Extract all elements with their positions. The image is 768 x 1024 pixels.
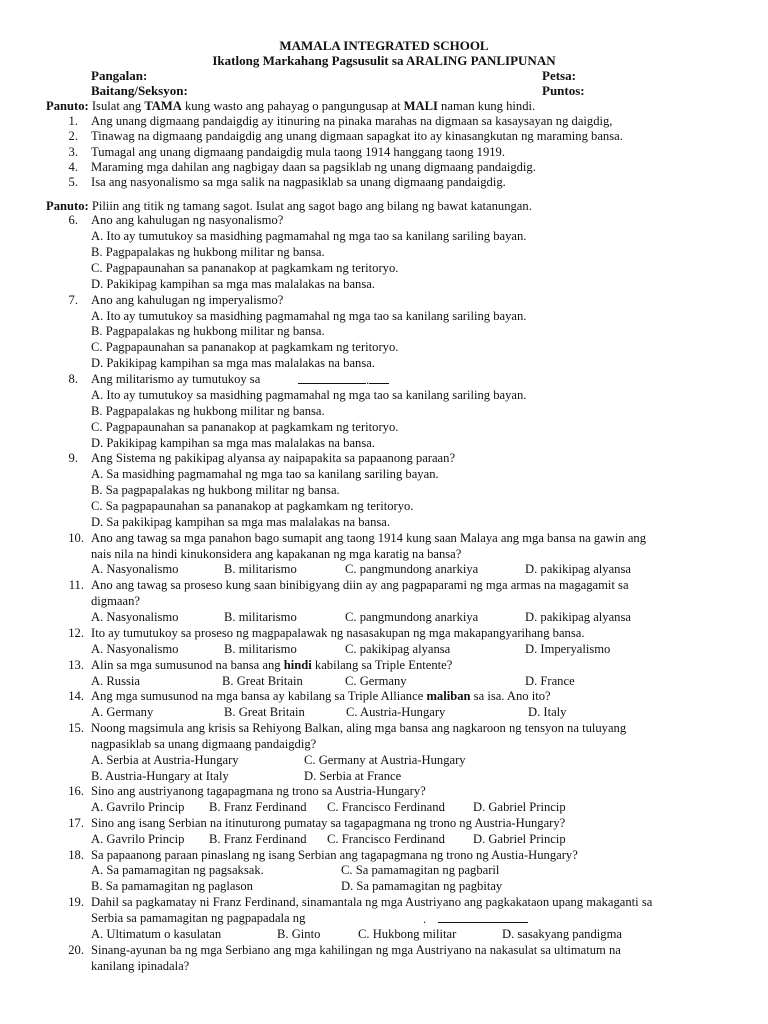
choice-text: B. Pagpapalakas ng hukbong militar ng bansa.	[91, 324, 325, 338]
directions-part2	[46, 198, 746, 214]
emphasis-word: hindi	[283, 658, 312, 672]
choice-text: D. Gabriel Princip	[473, 800, 566, 814]
choice-text: A. Sa pamamagitan ng pagsaksak.	[91, 863, 264, 877]
question-text: Ano ang tawag sa proseso kung saan binibigyang diin ay ang pagpaparami ng mga armas na magagamit sa	[91, 578, 629, 592]
choice-text: C. Sa pagpapaunahan sa pananakop at pagkamkam ng teritoryo.	[91, 499, 414, 513]
choice-text: D. pakikipag alyansa	[525, 610, 631, 624]
directions-label: Panuto:	[46, 99, 89, 113]
choice-text: A. Nasyonalismo	[91, 562, 179, 576]
question-number: 7.	[68, 293, 78, 307]
item-number: 3.	[68, 145, 78, 159]
choice-text: A. Ito ay tumutukoy sa masidhing pagmamahal ng mga tao sa kanilang sariling bayan.	[91, 229, 527, 243]
question-text: Dahil sa pagkamatay ni Franz Ferdinand, sinamantala ng mga Austriyano ang pagkakataon upang makaganti sa	[91, 895, 653, 909]
emphasis-word: maliban	[426, 689, 471, 703]
question-text: Ano ang kahulugan ng imperyalismo?	[91, 293, 284, 307]
choice-text: C. Pagpapaunahan sa pananakop at pagkamkam ng teritoryo.	[91, 340, 399, 354]
choice-text: C. Francisco Ferdinand	[327, 800, 445, 814]
choice-text: B. Pagpapalakas ng hukbong militar ng bansa.	[91, 404, 325, 418]
question-text: Noong magsimula ang krisis sa Rehiyong Balkan, aling mga bansa ang nagkaroon ng tensyon na tuluyang	[91, 721, 627, 735]
choice-text: C. pangmundong anarkiya	[345, 610, 479, 624]
choice-text: B. Great Britain	[222, 674, 303, 688]
question-text: Ano ang tawag sa mga panahon bago sumapit ang taong 1914 kung saan Malaya ang mga bansa na gawin ang	[91, 531, 647, 545]
item-text: Tumagal ang unang digmaang pandaigdig mula taong 1914 hanggang taong 1919.	[91, 145, 506, 159]
answer-blank[interactable]	[298, 372, 389, 389]
question-text: kanilang ipinadala?	[91, 959, 190, 973]
question-number: 9.	[68, 451, 78, 465]
item-text: Ang unang digmaang pandaigdig ay itinuring na pinaka marahas na digmaan sa kasaysayan ng daigdig,	[91, 114, 613, 128]
directions-text: naman kung hindi.	[437, 99, 536, 113]
directions-text: Piliin ang titik ng tamang sagot. Isulat ang sagot bago ang bilang ng bawat katanungan.	[91, 199, 532, 213]
question-text: Ano ang kahulugan ng nasyonalismo?	[91, 213, 284, 227]
name-label: Pangalan:	[91, 68, 148, 83]
choice-text: D. Sa pakikipag kampihan sa mga mas malalakas na bansa.	[91, 515, 391, 529]
question-text: sa isa. Ano ito?	[470, 689, 551, 703]
question-text: Sino ang austriyanong tagapagmana ng trono sa Austria-Hungary?	[91, 784, 426, 798]
choice-text: D. Sa pamamagitan ng pagbitay	[341, 879, 503, 893]
question-number: 15.	[68, 721, 84, 735]
choice-text: A. Sa masidhing pagmamahal ng mga tao sa kanilang sariling bayan.	[91, 467, 439, 481]
tama-keyword: TAMA	[144, 99, 182, 113]
choice-text: D. pakikipag alyansa	[525, 562, 631, 576]
date-label: Petsa:	[542, 68, 576, 83]
question-text: kabilang sa Triple Entente?	[311, 658, 453, 672]
choice-text: A. Ultimatum o kasulatan	[91, 927, 222, 941]
choice-text: C. Germany at Austria-Hungary	[304, 753, 466, 767]
question-text: digmaan?	[91, 594, 140, 608]
choice-text: B. Ginto	[277, 927, 321, 941]
choice-text: B. Austria-Hungary at Italy	[91, 769, 229, 783]
item-text: Isa ang nasyonalismo sa mga salik na nagpasiklab sa unang digmaang pandaigdig.	[91, 175, 506, 189]
choice-text: B. militarismo	[224, 642, 297, 656]
choice-text: A. Russia	[91, 674, 140, 688]
choice-text: D. Italy	[528, 705, 567, 719]
choice-text: A. Gavrilo Princip	[91, 800, 185, 814]
blank-tail: .	[366, 373, 370, 387]
question-number: 17.	[68, 816, 84, 830]
question-text: Ang mga sumusunod na mga bansa ay kabilang sa Triple Alliance	[91, 689, 427, 703]
choice-text: C. Pagpapaunahan sa pananakop at pagkamkam ng teritoryo.	[91, 420, 399, 434]
choice-text: C. Francisco Ferdinand	[327, 832, 445, 846]
item-number: 4.	[68, 160, 78, 174]
choice-text: C. Hukbong militar	[358, 927, 457, 941]
item-number: 1.	[68, 114, 78, 128]
section-label: Baitang/Seksyon:	[91, 83, 188, 98]
choice-text: A. Ito ay tumutukoy sa masidhing pagmamahal ng mga tao sa kanilang sariling bayan.	[91, 309, 527, 323]
choice-text: D. Gabriel Princip	[473, 832, 566, 846]
choice-text: A. Nasyonalismo	[91, 610, 179, 624]
directions-text: kung wasto ang pahayag o pangungusap at	[181, 99, 404, 113]
choice-text: B. Franz Ferdinand	[209, 832, 307, 846]
choice-text: C. Austria-Hungary	[346, 705, 446, 719]
choice-text: D. France	[525, 674, 575, 688]
item-number: 2.	[68, 129, 78, 143]
blank-tail: .	[423, 912, 427, 926]
question-number: 14.	[68, 689, 84, 703]
choice-text: C. Sa pamamagitan ng pagbaril	[341, 863, 500, 877]
question-text: Ang militarismo ay tumutukoy sa	[91, 372, 261, 386]
choice-text: D. sasakyang pandigma	[502, 927, 622, 941]
choice-text: D. Serbia at France	[304, 769, 402, 783]
choice-text: D. Pakikipag kampihan sa mga mas malalakas na bansa.	[91, 436, 375, 450]
question-number: 18.	[68, 848, 84, 862]
choice-text: B. Great Britain	[224, 705, 305, 719]
mali-keyword: MALI	[403, 99, 438, 113]
item-text: Tinawag na digmaang pandaigdig ang unang digmaan sapagkat ito ay kinasangkutan ng maraming bansa.	[91, 129, 623, 143]
item-text: Maraming mga dahilan ang nagbigay daan sa pagsiklab ng unang digmaang pandaigdig.	[91, 160, 536, 174]
choice-text: A. Nasyonalismo	[91, 642, 179, 656]
choice-text: B. Franz Ferdinand	[209, 800, 307, 814]
choice-text: D. Imperyalismo	[525, 642, 611, 656]
choice-text: A. Germany	[91, 705, 154, 719]
score-label: Puntos:	[542, 83, 585, 98]
choice-text: B. militarismo	[224, 562, 297, 576]
choice-text: D. Pakikipag kampihan sa mga mas malalakas na bansa.	[91, 277, 375, 291]
question-number: 19.	[68, 895, 84, 909]
directions-text: Isulat ang	[91, 99, 145, 113]
choice-text: B. militarismo	[224, 610, 297, 624]
school-name: MAMALA INTEGRATED SCHOOL	[279, 38, 489, 53]
question-text: Sinang-ayunan ba ng mga Serbiano ang mga kahilingan ng mga Austriyano na nakasulat sa ultimatum na	[91, 943, 621, 957]
exam-title: Ikatlong Markahang Pagsusulit sa ARALING PANLIPUNAN	[212, 53, 556, 68]
question-number: 8.	[68, 372, 78, 386]
question-number: 16.	[68, 784, 84, 798]
choice-text: C. Germany	[345, 674, 407, 688]
question-text: Alin sa mga sumusunod na bansa ang	[91, 658, 284, 672]
directions-part1	[46, 98, 746, 114]
question-text: Ito ay tumutukoy sa proseso ng magpapalawak ng nasasakupan ng mga makapangyarihang bansa.	[91, 626, 585, 640]
answer-blank[interactable]	[423, 911, 528, 928]
choice-text: B. Sa pagpapalakas ng hukbong militar ng bansa.	[91, 483, 340, 497]
choice-text: A. Ito ay tumutukoy sa masidhing pagmamahal ng mga tao sa kanilang sariling bayan.	[91, 388, 527, 402]
choice-text: A. Gavrilo Princip	[91, 832, 185, 846]
item-number: 5.	[68, 175, 78, 189]
question-text: nagpasiklab sa unang digmaang pandaigdig?	[91, 737, 317, 751]
choice-text: C. pakikipag alyansa	[345, 642, 451, 656]
question-number: 6.	[68, 213, 78, 227]
choice-text: A. Serbia at Austria-Hungary	[91, 753, 239, 767]
question-number: 10.	[68, 531, 84, 545]
question-number: 12.	[68, 626, 84, 640]
question-text: Sino ang isang Serbian na itinuturong pumatay sa tagapagmana ng trono ng Austria-Hungary?	[91, 816, 566, 830]
choice-text: C. pangmundong anarkiya	[345, 562, 479, 576]
choice-text: D. Pakikipag kampihan sa mga mas malalakas na bansa.	[91, 356, 375, 370]
question-number: 11.	[68, 578, 84, 592]
directions-label: Panuto:	[46, 199, 89, 213]
question-text: Sa papaanong paraan pinaslang ng isang Serbian ang tagapagmana ng trono ng Austia-Hungary?	[91, 848, 578, 862]
question-text: nais nila na hindi kinukonsidera ang kapakanan ng mga karatig na bansa?	[91, 547, 462, 561]
choice-text: B. Sa pamamagitan ng paglason	[91, 879, 253, 893]
choice-text: C. Pagpapaunahan sa pananakop at pagkamkam ng teritoryo.	[91, 261, 399, 275]
question-number: 20.	[68, 943, 84, 957]
question-number: 13.	[68, 658, 84, 672]
question-text: Ang Sistema ng pakikipag alyansa ay naipapakita sa papaanong paraan?	[91, 451, 456, 465]
question-text: Serbia sa pamamagitan ng pagpapadala ng	[91, 911, 306, 925]
choice-text: B. Pagpapalakas ng hukbong militar ng bansa.	[91, 245, 325, 259]
